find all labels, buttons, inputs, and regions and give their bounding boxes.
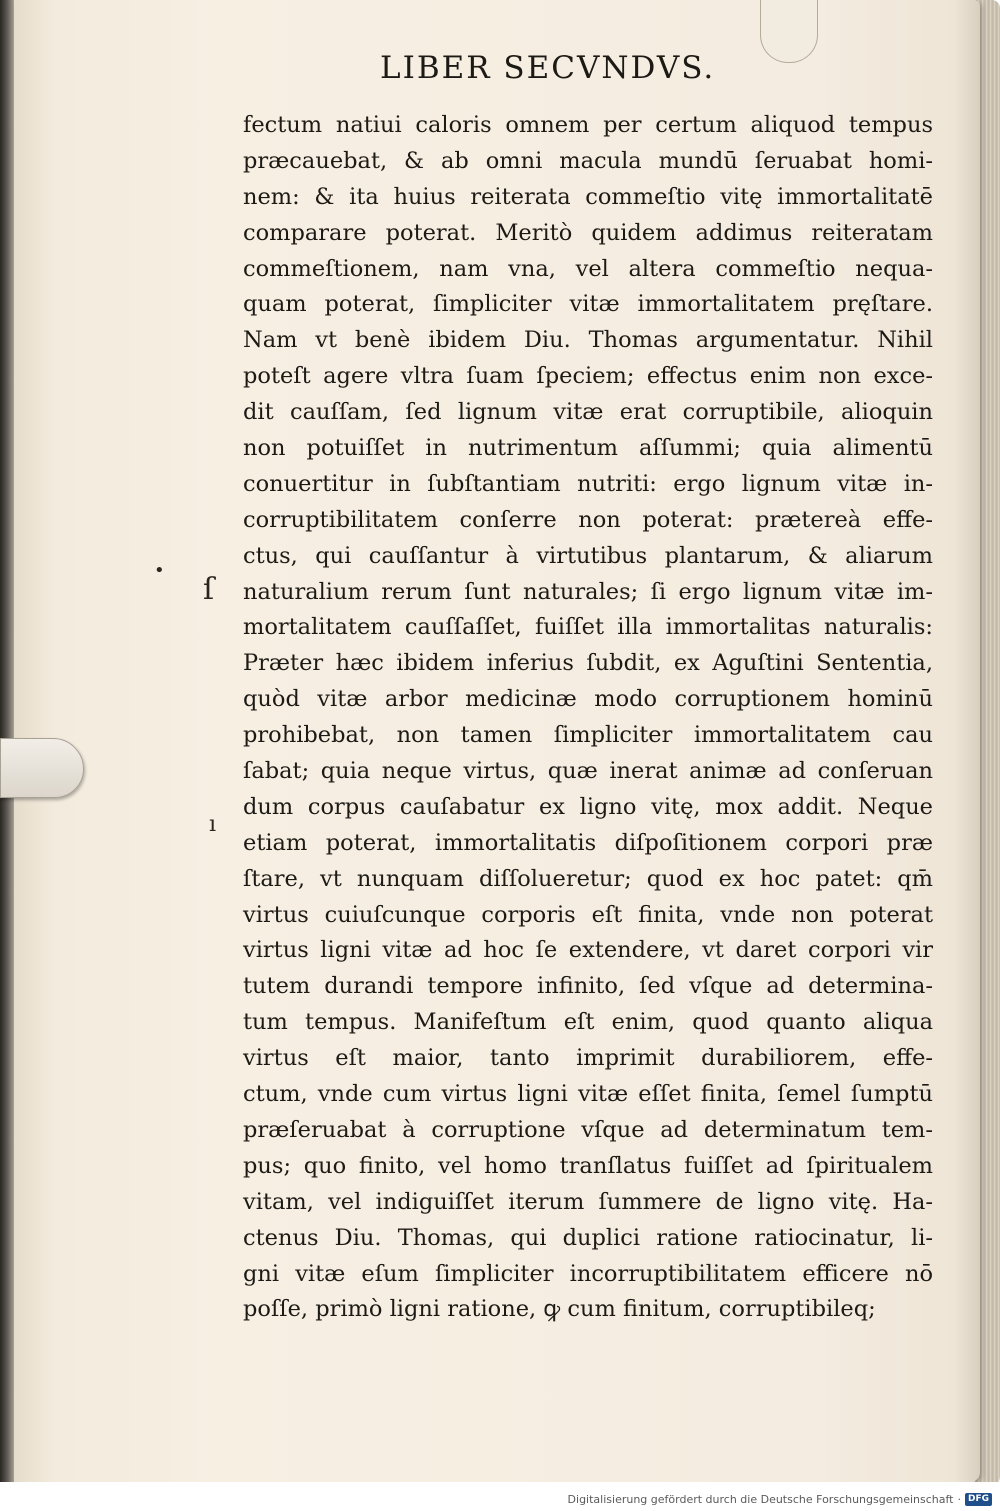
text-line: quòd vitæ arbor medicinæ modo corruptionem hominū — [243, 686, 933, 713]
margin-bracket-mark: ſ — [203, 572, 215, 607]
text-line: etiam poterat, immortalitatis diſpoſitionem corpori præ — [243, 829, 933, 856]
text-line: ctus, qui cauſſantur à virtutibus plantarum, & aliarum — [243, 542, 933, 569]
text-line: commeſtionem, nam vna, vel altera commeſtio nequa- — [243, 255, 933, 282]
text-line: ſabat; quia neque virtus, quæ inerat animæ ad conſeruan — [243, 758, 933, 785]
text-line: Nam vt benè ibidem Diu. Thomas argumentatur. Nihil — [243, 327, 933, 354]
running-head: LIBER SECVNDVS. — [380, 50, 716, 86]
text-line: virtus eſt maior, tanto imprimit durabiliorem, effe- — [243, 1045, 933, 1072]
top-clip-tab — [760, 0, 818, 63]
text-line: tutem durandi tempore infinito, ſed vſque ad determina- — [243, 973, 933, 1000]
text-line: ctenus Diu. Thomas, qui duplici ratione ratiocinatur, li- — [243, 1224, 933, 1251]
text-line: dum corpus cauſabatur ex ligno vitę, mox addit. Neque — [243, 793, 933, 820]
text-line: ſtare, vt nunquam diſſolueretur; quod ex hoc patet: qm̄ — [243, 865, 933, 892]
text-line: virtus ligni vitæ ad hoc ſe extendere, vt daret corpori vir — [243, 937, 933, 964]
text-line: tum tempus. Manifeſtum eſt enim, quod quanto aliqua — [243, 1009, 933, 1036]
dfg-logo: DFG — [965, 1493, 992, 1506]
text-line: conuertitur in ſubſtantiam nutriti: ergo lignum vitæ in- — [243, 470, 933, 497]
footer-credit: Digitalisierung gefördert durch die Deutsche Forschungsgemeinschaft — [567, 1493, 954, 1506]
text-line: naturalium rerum ſunt naturales; ſi ergo lignum vitæ im- — [243, 578, 933, 605]
margin-dot-mark: • — [154, 560, 165, 581]
text-line: præſeruabat à corruptione vſque ad determinatum tem- — [243, 1116, 933, 1143]
text-line: poſſe, primò ligni ratione, ꝙ cum finitum, corruptibileq; — [243, 1296, 876, 1323]
text-line: ctum, vnde cum virtus ligni vitæ eſſet finita, ſemel ſumptū — [243, 1081, 933, 1108]
text-line: fectum natiui caloris omnem per certum aliquod tempus — [243, 112, 933, 138]
text-line: prohibebat, non tamen ſimpliciter immortalitatem cau — [243, 722, 933, 749]
text-line: præcauebat, & ab omni macula mundū ſeruabat homi- — [243, 147, 933, 174]
text-line: virtus cuiuſcunque corporis eſt finita, vnde non poterat — [243, 901, 933, 928]
text-line: poteſt agere vltra ſuam ſpeciem; effectus enim non exce- — [243, 363, 933, 390]
digitization-footer — [568, 1493, 992, 1506]
text-line: corruptibilitatem conſerre non poterat: prætereà effe- — [243, 506, 933, 533]
text-line: mortalitatem cauſſaſſet, fuiſſet illa immortalitas naturalis: — [243, 614, 933, 641]
text-line: quam poterat, ſimpliciter vitæ immortalitatem pręſtare. — [243, 291, 933, 318]
text-line: vitam, vel indiguiſſet iterum ſummere de ligno vitę. Ha- — [243, 1188, 933, 1215]
text-line: non potuiſſet in nutrimentum aſſummi; quia alimentū — [243, 435, 933, 462]
margin-tick-mark: ı — [209, 812, 217, 837]
text-line: pus; quo finito, vel homo tranſlatus fuiſſet ad ſpiritualem — [243, 1152, 933, 1179]
text-line: comparare poterat. Meritò quidem addimus reiteratam — [243, 219, 933, 246]
body-text — [243, 108, 933, 1328]
bookmark-tab — [0, 738, 84, 798]
text-line: gni vitæ eſum ſimpliciter incorruptibilitatem efficere nō — [243, 1260, 933, 1287]
text-line: dit cauſſam, ſed lignum vitæ erat corruptibile, alioquin — [243, 399, 933, 426]
text-line: Præter hæc ibidem inferius ſubdit, ex Aguſtini Sententia, — [243, 650, 933, 677]
text-line: nem: & ita huius reiterata commeſtio vitę immortalitatē — [243, 183, 933, 210]
footer-separator: · — [957, 1493, 961, 1506]
